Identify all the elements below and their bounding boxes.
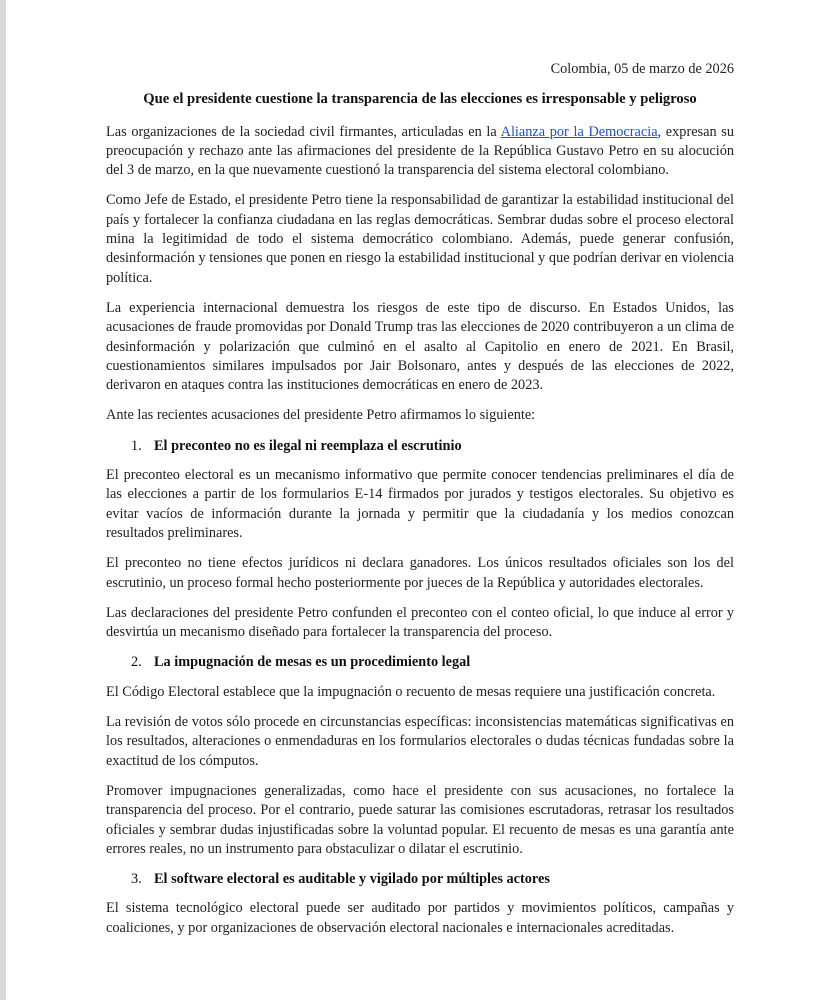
section-paragraph: El Código Electoral establece que la impugnación o recuento de mesas requiere una justificación concreta. xyxy=(106,683,716,700)
section-paragraph: El preconteo electoral es un mecanismo informativo que permite conocer tendencias preliminares el día de las elecciones a partir de los formularios E-14 firmados por jurados y testigos electorales. Su objetivo es evitar vacíos de información durante la jornada y permitir que la ciudadanía y los medios conozcan resultados preliminares. xyxy=(106,467,734,541)
document-body xyxy=(106,60,734,949)
paragraph: Como Jefe de Estado, el presidente Petro tiene la responsabilidad de garantizar la estabilidad institucional del país y fortalecer la confianza ciudadana en las reglas democráticas. Sembrar dudas sobre el proceso electoral mina la legitimidad de todo el sistema democrático colombiano. Además, puede generar confusión, desinformación y tensiones que ponen en riesgo la estabilidad institucional y que podrían derivar en violencia política. xyxy=(106,192,734,286)
section-heading-1 xyxy=(106,437,734,456)
document-date: Colombia, 05 de marzo de 2026 xyxy=(550,61,734,77)
section-paragraph: Las declaraciones del presidente Petro confunden el preconteo con el conteo oficial, lo que induce al error y desvirtúa un mecanismo diseñado para fortalecer la transparencia del proceso. xyxy=(106,604,734,641)
section-heading-2 xyxy=(106,653,734,672)
paragraph: La experiencia internacional demuestra los riesgos de este tipo de discurso. En Estados Unidos, las acusaciones de fraude promovidas por Donald Trump tras las elecciones de 2020 contribuyeron a un clima de desinformación y polarización que culminó en el asalto al Capitolio en enero de 2021. En Brasil, cuestionamientos similares impulsados por Jair Bolsonaro, antes y después de las elecciones de 2022, derivaron en ataques contra las instituciones democráticas en enero de 2023. xyxy=(106,299,734,394)
section-title: El software electoral es auditable y vigilado por múltiples actores xyxy=(154,871,550,888)
document-title: Que el presidente cuestione la transparencia de las elecciones es irresponsable y peligroso xyxy=(143,91,697,108)
alianza-link[interactable]: Alianza por la Democracia xyxy=(500,123,658,140)
intro-text-before: Las organizaciones de la sociedad civil firmantes, articuladas en la xyxy=(106,123,501,140)
intro-text-after: , expresan su preocupación y rechazo ante las afirmaciones del presidente de la República Gustavo Petro en su alocución del 3 de marzo, en la que nuevamente cuestionó la transparencia del sistema electoral colombiano. xyxy=(106,123,734,179)
section-title: La impugnación de mesas es un procedimiento legal xyxy=(154,654,471,671)
section-number: 2. xyxy=(131,654,142,671)
paragraph: Ante las recientes acusaciones del presidente Petro afirmamos lo siguiente: xyxy=(106,407,536,424)
section-paragraph: El sistema tecnológico electoral puede ser auditado por partidos y movimientos políticos, campañas y coaliciones, y por organizaciones de observación electoral nacionales e internacionales acreditadas. xyxy=(106,900,734,936)
section-number: 3. xyxy=(131,871,142,888)
intro-paragraph xyxy=(106,123,734,181)
section-title: El preconteo no es ilegal ni reemplaza el escrutinio xyxy=(154,437,462,454)
section-number: 1. xyxy=(131,437,142,454)
section-paragraph: Promover impugnaciones generalizadas, como hace el presidente con sus acusaciones, no fortalece la transparencia del proceso. Por el contrario, puede saturar las comisiones escrutadoras, retrasar los resultados oficiales y sembrar dudas injustificadas sobre la voluntad popular. El recuento de mesas es una garantía ante errores reales, no un instrumento para obstaculizar o dilatar el escrutinio. xyxy=(106,782,734,857)
section-heading-3 xyxy=(106,870,734,889)
section-paragraph: El preconteo no tiene efectos jurídicos ni declara ganadores. Los únicos resultados oficiales son los del escrutinio, un proceso formal hecho posteriormente por jueces de la República y autoridades electorales. xyxy=(106,555,734,591)
section-paragraph: La revisión de votos sólo procede en circunstancias específicas: inconsistencias matemáticas significativas en los resultados, alteraciones o enmendaduras en los formularios electorales o dudas técnicas fundadas sobre la exactitud de los cómputos. xyxy=(106,714,734,769)
